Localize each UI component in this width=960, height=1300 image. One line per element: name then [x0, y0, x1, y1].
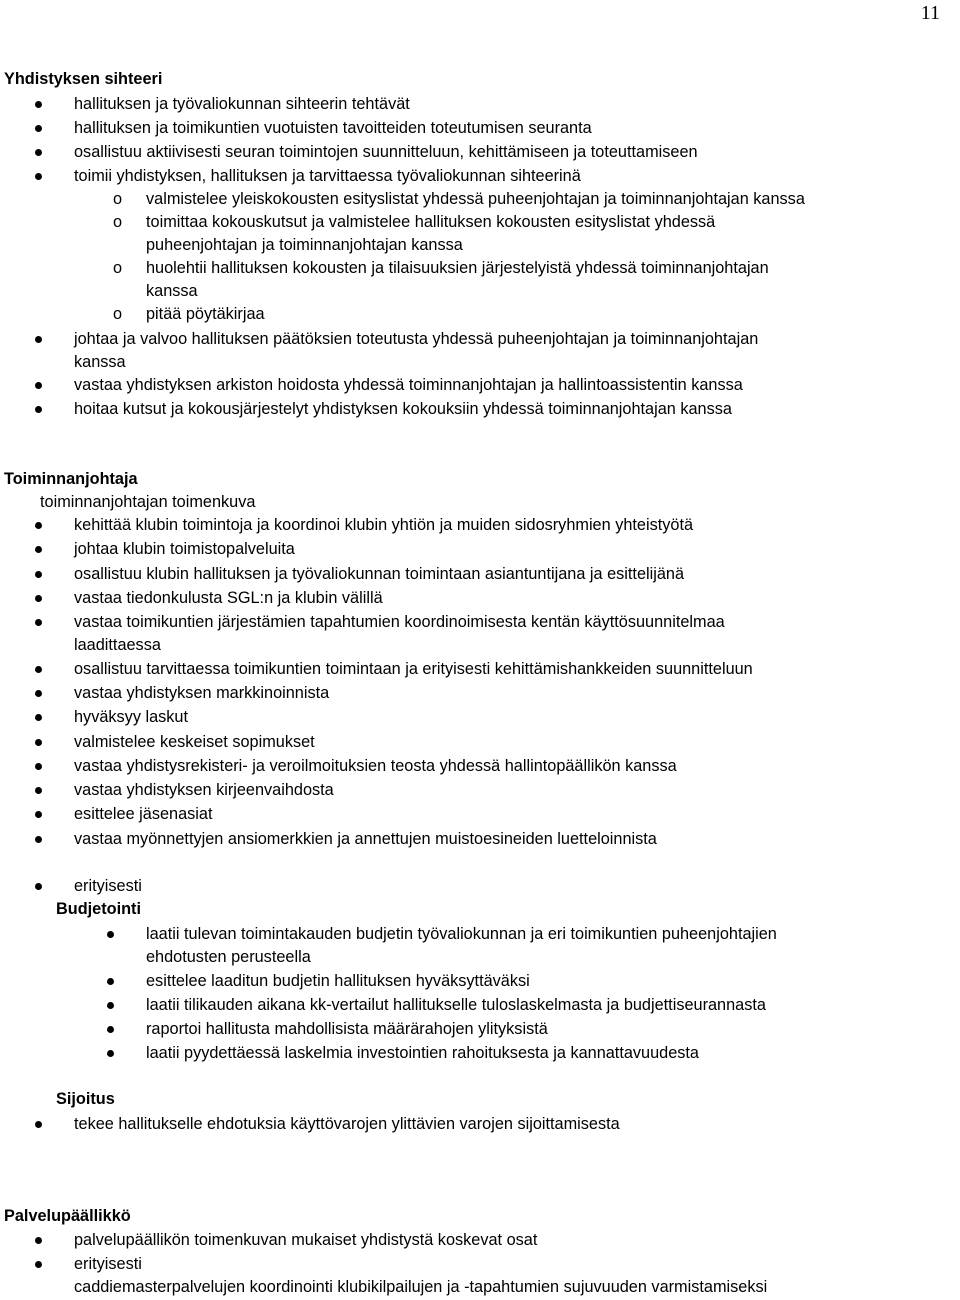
- sub-list-item: huolehtii hallituksen kokousten ja tilaisuuksien järjestelyistä yhdessä toiminnanjohtajan: [146, 259, 769, 277]
- list-item: hyväksyy laskut: [74, 708, 189, 726]
- list-item: vastaa yhdistyksen arkiston hoidosta yhdessä toiminnanjohtajan ja hallintoassistentin kanssa: [74, 376, 743, 394]
- bullet-icon: [35, 739, 42, 746]
- list-item: erityisesti: [74, 1255, 142, 1273]
- circle-bullet-icon: o: [113, 305, 123, 323]
- bullet-icon: [107, 931, 114, 938]
- list-item: hallituksen ja toimikuntien vuotuisten tavoitteiden toteutumisen seuranta: [74, 119, 592, 137]
- bullet-icon: [35, 406, 42, 413]
- bullet-icon: [35, 787, 42, 794]
- list-item: vastaa tiedonkulusta SGL:n ja klubin välillä: [74, 589, 383, 607]
- page-number: 11: [920, 2, 940, 24]
- section-heading: Yhdistyksen sihteeri: [4, 70, 163, 88]
- list-item: erityisesti: [74, 877, 142, 895]
- list-item: esittelee jäsenasiat: [74, 805, 213, 823]
- list-item: osallistuu aktiivisesti seuran toimintojen suunnitteluun, kehittämiseen ja toteuttamiseen: [74, 143, 698, 161]
- subsection-heading: Budjetointi: [56, 900, 142, 918]
- bullet-icon: [35, 546, 42, 553]
- list-item: toimii yhdistyksen, hallituksen ja tarvittaessa työvaliokunnan sihteerinä: [74, 167, 581, 185]
- bullet-icon: [35, 1121, 42, 1128]
- circle-bullet-icon: o: [113, 259, 123, 277]
- list-item-continued: ehdotusten perusteella: [146, 948, 311, 966]
- list-item: hoitaa kutsut ja kokousjärjestelyt yhdistyksen kokouksiin yhdessä toiminnanjohtajan kanssa: [74, 400, 732, 418]
- list-item: johtaa ja valvoo hallituksen päätöksien toteutusta yhdessä puheenjohtajan ja toiminnanjohtajan: [74, 330, 759, 348]
- sub-list-item-continued: puheenjohtajan ja toiminnanjohtajan kanssa: [146, 236, 463, 254]
- bullet-icon: [107, 1050, 114, 1057]
- bullet-icon: [35, 619, 42, 626]
- list-item: vastaa yhdistyksen kirjeenvaihdosta: [74, 781, 334, 799]
- list-item-continued: kanssa: [74, 353, 126, 371]
- bullet-icon: [35, 666, 42, 673]
- list-item: tekee hallitukselle ehdotuksia käyttövarojen ylittävien varojen sijoittamisesta: [74, 1115, 620, 1133]
- sub-list-item: pitää pöytäkirjaa: [146, 305, 265, 323]
- bullet-icon: [35, 1261, 42, 1268]
- list-item: raportoi hallitusta mahdollisista määrärahojen ylityksistä: [146, 1020, 548, 1038]
- sub-list-item: valmistelee yleiskokousten esityslistat yhdessä puheenjohtajan ja toiminnanjohtajan kanssa: [146, 190, 805, 208]
- bullet-icon: [35, 382, 42, 389]
- section-heading: Palvelupäällikkö: [4, 1207, 131, 1225]
- list-item: osallistuu tarvittaessa toimikuntien toimintaan ja erityisesti kehittämishankkeiden suunnitteluun: [74, 660, 753, 678]
- bullet-icon: [107, 978, 114, 985]
- list-item: laatii tulevan toimintakauden budjetin työvaliokunnan ja eri toimikuntien puheenjohtajien: [146, 925, 777, 943]
- bullet-icon: [35, 336, 42, 343]
- bullet-icon: [35, 690, 42, 697]
- bullet-icon: [35, 522, 42, 529]
- list-item: laatii tilikauden aikana kk-vertailut hallitukselle tuloslaskelmasta ja budjettiseurannasta: [146, 996, 766, 1014]
- circle-bullet-icon: o: [113, 213, 123, 231]
- list-item-continued: caddiemasterpalvelujen koordinointi klubikilpailujen ja -tapahtumien sujuvuuden varmistamiseksi: [74, 1278, 768, 1296]
- section-subtitle: toiminnanjohtajan toimenkuva: [40, 493, 256, 511]
- bullet-icon: [35, 811, 42, 818]
- bullet-icon: [35, 595, 42, 602]
- list-item: vastaa toimikuntien järjestämien tapahtumien koordinoimisesta kentän käyttösuunnitelmaa: [74, 613, 725, 631]
- bullet-icon: [35, 101, 42, 108]
- bullet-icon: [35, 149, 42, 156]
- bullet-icon: [35, 571, 42, 578]
- bullet-icon: [35, 836, 42, 843]
- list-item: osallistuu klubin hallituksen ja työvaliokunnan toimintaan asiantuntijana ja esittelijänä: [74, 565, 685, 583]
- bullet-icon: [107, 1026, 114, 1033]
- section-heading: Toiminnanjohtaja: [4, 470, 138, 488]
- bullet-icon: [35, 714, 42, 721]
- bullet-icon: [35, 173, 42, 180]
- bullet-icon: [35, 125, 42, 132]
- list-item: valmistelee keskeiset sopimukset: [74, 733, 315, 751]
- sub-list-item-continued: kanssa: [146, 282, 198, 300]
- subsection-heading: Sijoitus: [56, 1090, 115, 1108]
- list-item: palvelupäällikön toimenkuvan mukaiset yhdistystä koskevat osat: [74, 1231, 538, 1249]
- list-item: laatii pyydettäessä laskelmia investointien rahoituksesta ja kannattavuudesta: [146, 1044, 699, 1062]
- list-item-continued: laadittaessa: [74, 636, 161, 654]
- list-item: vastaa yhdistyksen markkinoinnista: [74, 684, 330, 702]
- circle-bullet-icon: o: [113, 190, 123, 208]
- bullet-icon: [107, 1002, 114, 1009]
- sub-list-item: toimittaa kokouskutsut ja valmistelee hallituksen kokousten esityslistat yhdessä: [146, 213, 716, 231]
- list-item: vastaa yhdistysrekisteri- ja veroilmoituksien teosta yhdessä hallintopäällikön kanssa: [74, 757, 677, 775]
- list-item: johtaa klubin toimistopalveluita: [74, 540, 295, 558]
- bullet-icon: [35, 1237, 42, 1244]
- list-item: kehittää klubin toimintoja ja koordinoi klubin yhtiön ja muiden sidosryhmien yhteistyötä: [74, 516, 694, 534]
- bullet-icon: [35, 883, 42, 890]
- list-item: hallituksen ja työvaliokunnan sihteerin tehtävät: [74, 95, 410, 113]
- list-item: vastaa myönnettyjen ansiomerkkien ja annettujen muistoesineiden luetteloinnista: [74, 830, 657, 848]
- bullet-icon: [35, 763, 42, 770]
- list-item: esittelee laaditun budjetin hallituksen hyväksyttäväksi: [146, 972, 530, 990]
